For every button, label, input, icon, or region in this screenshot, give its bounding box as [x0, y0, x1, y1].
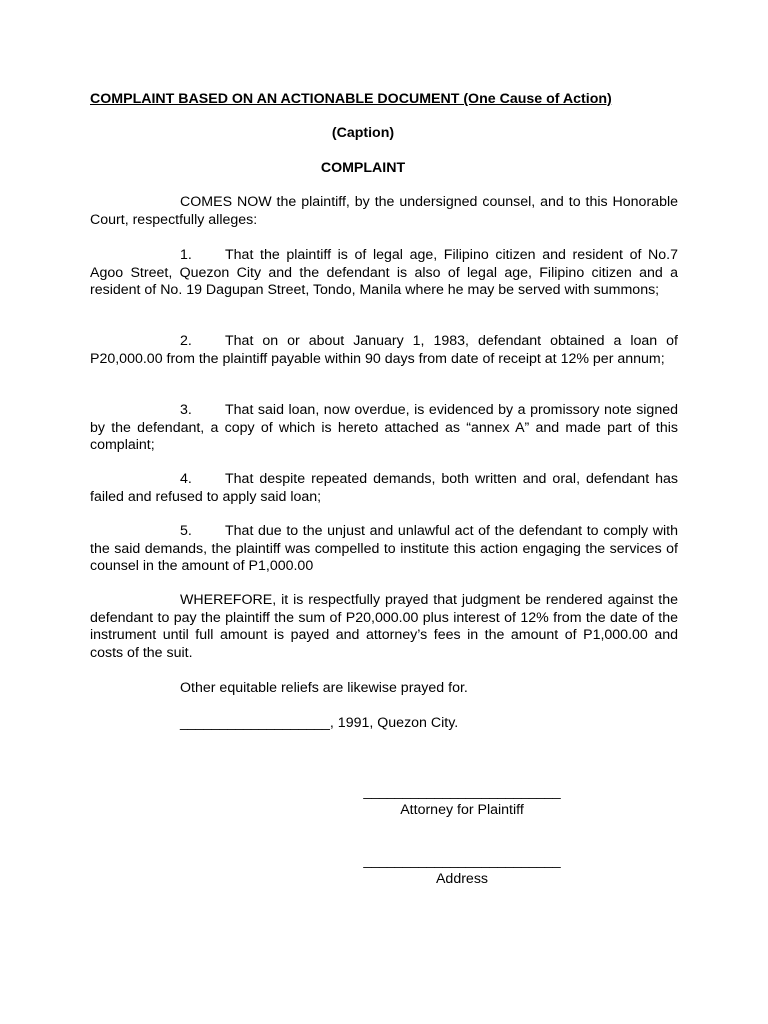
allegation-number: 2. [180, 333, 192, 349]
allegation-number: 5. [180, 523, 192, 539]
complaint-title: COMPLAINT [320, 160, 406, 176]
allegation-5 [90, 523, 678, 576]
document-heading: COMPLAINT BASED ON AN ACTIONABLE DOCUMENT (One Cause of Action) [90, 91, 612, 107]
allegation-text: That said loan, now overdue, is evidenced by a promissory note signed by the defendant, a copy of which is hereto attached as “annex A” and made part of this complaint; [90, 402, 678, 453]
allegation-3 [90, 402, 678, 455]
allegation-number: 4. [180, 471, 192, 487]
allegation-text: That despite repeated demands, both written and oral, defendant has failed and refused to apply said loan; [90, 471, 678, 505]
allegation-4 [90, 471, 678, 506]
allegation-text: That due to the unjust and unlawful act of the defendant to comply with the said demands, the plaintiff was compelled to institute this action engaging the services of counsel in the amount of P1,000.00 [90, 523, 678, 574]
allegation-text: That the plaintiff is of legal age, Filipino citizen and resident of No.7 Agoo Street, Quezon City and the defendant is also of legal age, Filipino citizen and a resident of No. 19 Dagupan Street, Tondo, Manila where he may be served with summons; [90, 247, 678, 298]
signature-line: _________________________ [363, 853, 561, 869]
allegation-number: 3. [180, 402, 192, 418]
allegation-2 [90, 333, 678, 368]
wherefore-paragraph: WHEREFORE, it is respectfully prayed that judgment be rendered against the defendant to pay the plaintiff the sum of P20,000.00 plus interest of 12% from the date of the instrument until full amount is payed and attorney’s fees in the amount of P1,000.00 and costs of the suit. [90, 592, 678, 661]
signature-label: Attorney for Plaintiff [400, 801, 524, 818]
signature-block-attorney [361, 784, 563, 819]
date-place-line: ___________________, 1991, Quezon City. [180, 715, 459, 731]
allegation-text: That on or about January 1, 1983, defendant obtained a loan of P20,000.00 from the plaintiff payable within 90 days from date of receipt at 12% per annum; [90, 333, 678, 367]
other-reliefs-line: Other equitable reliefs are likewise prayed for. [180, 680, 468, 696]
signature-label: Address [435, 870, 489, 887]
caption-label: (Caption) [331, 125, 395, 141]
signature-block-address [361, 853, 563, 888]
signature-line: _________________________ [363, 784, 561, 800]
intro-paragraph: COMES NOW the plaintiff, by the undersigned counsel, and to this Honorable Court, respectfully alleges: [90, 194, 678, 228]
allegation-1 [90, 247, 678, 300]
allegation-number: 1. [180, 247, 192, 263]
